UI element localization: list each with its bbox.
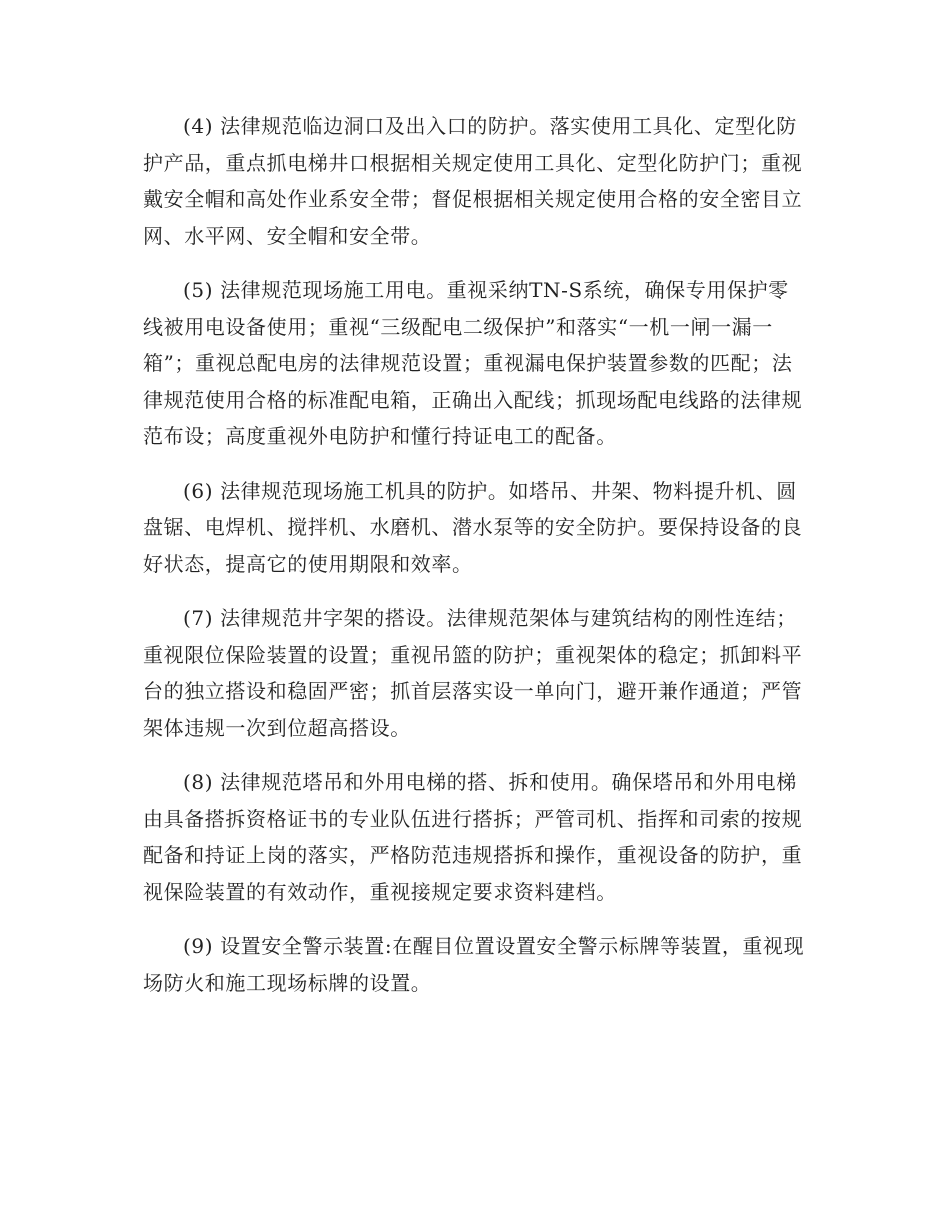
paragraph-9: (9) 设置安全警示装置:在醒目位置设置安全警示标牌等装置，重视现场防火和施工现场标牌的设置。 (143, 934, 805, 995)
paragraph-5: (5) 法律规范现场施工用电。重视采纳TN-S系统，确保专用保护零线被用电设备使用；重视“三级配电二级保护”和落实“一机一闸一漏一箱”；重视总配电房的法律规范设置；重视漏电保护装置参数的匹配；法律规范使用合格的标准配电箱，正确出入配线；抓现场配电线路的法律规范布设；高度重视外电防护和懂行持证电工的配备。 (143, 278, 803, 448)
paragraph-6: (6) 法律规范现场施工机具的防护。如塔吊、井架、物料提升机、圆盘锯、电焊机、搅拌机、水磨机、潜水泵等的安全防护。要保持设备的良好状态，提高它的使用期限和效率。 (143, 478, 803, 576)
document-body (143, 108, 808, 1019)
paragraph-7: (7) 法律规范井字架的搭设。法律规范架体与建筑结构的刚性连结；重视限位保险装置的设置；重视吊篮的防护；重视架体的稳定；抓卸料平台的独立搭设和稳固严密；抓首层落实设一单向门，避开兼作通道；严管架体违规一次到位超高搭设。 (143, 606, 803, 740)
paragraph-4: (4) 法律规范临边洞口及出入口的防护。落实使用工具化、定型化防护产品，重点抓电梯井口根据相关规定使用工具化、定型化防护门；重视戴安全帽和高处作业系安全带；督促根据相关规定使用合格的安全密目立网、水平网、安全帽和安全带。 (143, 114, 803, 248)
paragraph-8: (8) 法律规范塔吊和外用电梯的搭、拆和使用。确保塔吊和外用电梯由具备搭拆资格证书的专业队伍进行搭拆；严管司机、指挥和司索的按规配备和持证上岗的落实，严格防范违规搭拆和操作，重视设备的防护，重视保险装置的有效动作，重视接规定要求资料建档。 (143, 770, 803, 904)
